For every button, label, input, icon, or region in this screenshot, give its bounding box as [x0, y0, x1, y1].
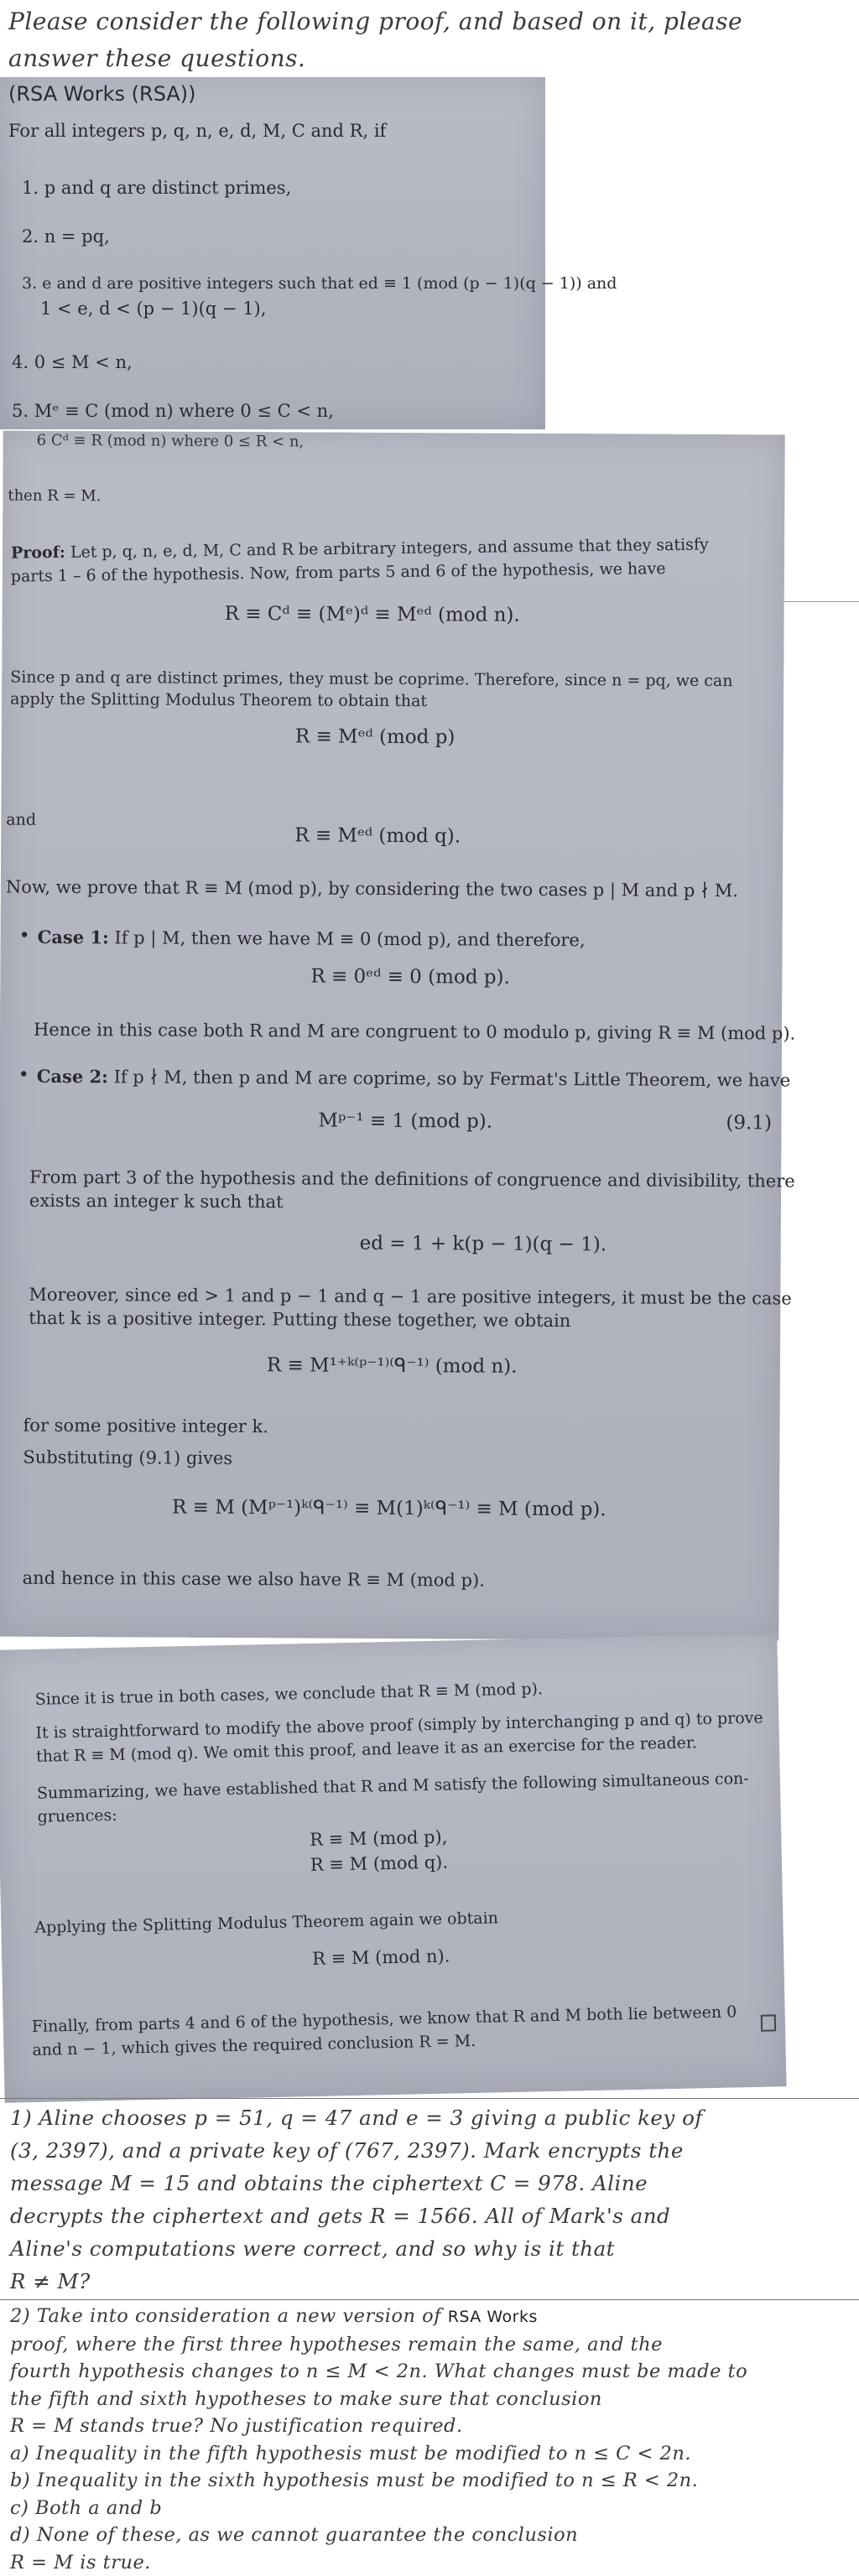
proof-line-4: apply the Splitting Modulus Theorem to obtain that	[10, 688, 427, 714]
question-2-line	[10, 2303, 853, 2331]
question-2-line: R = M stands true? No justification required.	[10, 2412, 853, 2440]
intro-text	[8, 3, 847, 77]
proof-line-2: parts 1 – 6 of the hypothesis. Now, from parts 5 and 6 of the hypothesis, we have	[11, 557, 666, 589]
question-2-line: proof, where the first three hypotheses remain the same, and the	[10, 2331, 853, 2359]
question-2	[10, 2303, 853, 2576]
option-a: a) Inequality in the fifth hypothesis must be modified to n ≤ C < 2n.	[10, 2440, 853, 2468]
option-d: d) None of these, as we cannot guarantee the conclusion	[10, 2521, 853, 2549]
proof2-line-2: It is straightforward to modify the above proof (simply by interchanging p and q) to prove	[35, 1706, 763, 1745]
proof-equation-1: R ≡ Cᵈ ≡ (Mᵉ)ᵈ ≡ Mᵉᵈ (mod n).	[225, 603, 520, 626]
rsa-works-label: RSA Works	[448, 2308, 538, 2326]
proof-equation-2: R ≡ Mᵉᵈ (mod p)	[295, 725, 456, 748]
proof-line-8: Moreover, since ed > 1 and p − 1 and q − 1 are positive integers, it must be the case	[29, 1283, 791, 1311]
proof-equation-4: R ≡ 0ᵉᵈ ≡ 0 (mod p).	[310, 965, 510, 988]
question-1-line: message M = 15 and obtains the ciphertext C = 978. Aline	[10, 2167, 853, 2199]
proof-equation-7: R ≡ M¹⁺ᵏ⁽ᵖ⁻¹⁾⁽ᑫ⁻¹⁾ (mod n).	[267, 1354, 518, 1378]
case-2-label: Case 2:	[37, 1066, 108, 1087]
case-2-line	[37, 1065, 791, 1093]
proof-equation-6: ed = 1 + k(p − 1)(q − 1).	[360, 1233, 607, 1256]
intro-line: answer these questions.	[8, 40, 847, 77]
question-2-intro: 2) Take into consideration a new version of	[10, 2305, 441, 2327]
proof-and: and	[6, 808, 36, 832]
hypothesis-3: 3. e and d are positive integers such that ed ≡ 1 (mod (p − 1)(q − 1)) and	[22, 272, 617, 295]
question-1-line: Aline's computations were correct, and so why is it that	[10, 2232, 853, 2265]
hypothesis-2: 2. n = pq,	[22, 225, 110, 248]
proof-equation-5: Mᵖ⁻¹ ≡ 1 (mod p).	[318, 1110, 492, 1133]
equation-number: (9.1)	[726, 1112, 772, 1134]
proof-equation-3: R ≡ Mᵉᵈ (mod q).	[294, 824, 461, 847]
question-2-border	[0, 2299, 859, 2300]
question-1-line: (3, 2397), and a private key of (767, 2397). Mark encrypts the	[10, 2134, 853, 2167]
proof-label: Proof:	[11, 543, 65, 563]
proof-line-12: and hence in this case we also have R ≡ M (mod p).	[23, 1566, 485, 1592]
hypothesis-6: 6 Cᵈ ≡ R (mod n) where 0 ≤ R < n,	[37, 429, 305, 454]
proof-line-6: From part 3 of the hypothesis and the definitions of congruence and divisibility, there	[29, 1166, 795, 1193]
proof-line-10: for some positive integer k.	[23, 1414, 268, 1439]
proof2-line-4: Summarizing, we have established that R and M satisfy the following simultaneous con-	[37, 1767, 749, 1805]
proof-line-9: that k is a positive integer. Putting these together, we obtain	[29, 1306, 570, 1332]
proof-line-5: Now, we prove that R ≡ M (mod p), by considering the two cases p | M and p ∤ M.	[6, 875, 738, 903]
proof-photo	[0, 431, 785, 1641]
option-c: c) Both a and b	[10, 2495, 853, 2522]
question-1	[10, 2101, 853, 2298]
proof2-line-6: Applying the Splitting Modulus Theorem again we obtain	[34, 1906, 498, 1940]
intro-line: Please consider the following proof, and based on it, please	[8, 3, 847, 40]
question-2-line: fourth hypothesis changes to n ≤ M < 2n. What changes must be made to	[10, 2358, 853, 2386]
case-1-conclusion: Hence in this case both R and M are congruent to 0 modulo p, giving R ≡ M (mod p).	[34, 1018, 795, 1046]
option-b: b) Inequality in the sixth hypothesis must be modified to n ≤ R < 2n.	[10, 2467, 853, 2495]
hypothesis-3-cont: 1 < e, d < (p − 1)(q − 1),	[40, 297, 266, 320]
proof2-equation-2: R ≡ M (mod q).	[310, 1852, 449, 1875]
proof2-equation-3: R ≡ M (mod n).	[312, 1946, 450, 1969]
hypothesis-5: 5. Mᵉ ≡ C (mod n) where 0 ≤ C < n,	[12, 399, 334, 423]
bullet-icon: •	[19, 926, 30, 947]
theorem-for-all: For all integers p, q, n, e, d, M, C and R, if	[8, 119, 386, 143]
question-2-line: the fifth and sixth hypotheses to make sure that conclusion	[10, 2386, 853, 2413]
proof-line-1: Let p, q, n, e, d, M, C and R be arbitrary integers, and assume that they satisfy	[65, 535, 709, 561]
proof-equation-8: R ≡ M (Mᵖ⁻¹)ᵏ⁽ᑫ⁻¹⁾ ≡ M(1)ᵏ⁽ᑫ⁻¹⁾ ≡ M (mod p).	[172, 1497, 607, 1521]
proof2-line-1: Since it is true in both cases, we conclude that R ≡ M (mod p).	[34, 1677, 543, 1711]
question-1-line: R ≠ M?	[10, 2265, 853, 2298]
proof2-equation-1: R ≡ M (mod p),	[310, 1827, 448, 1850]
hypothesis-4: 4. 0 ≤ M < n,	[12, 351, 133, 374]
case-1-text: If p | M, then we have M ≡ 0 (mod p), and therefore,	[109, 927, 586, 950]
theorem-then: then R = M.	[8, 485, 101, 509]
case-1-label: Case 1:	[38, 927, 109, 948]
hypothesis-1: 1. p and q are distinct primes,	[22, 176, 291, 200]
proof2-line-7: Finally, from parts 4 and 6 of the hypothesis, we know that R and M both lie between 0	[32, 2000, 737, 2038]
proof-line-7: exists an integer k such that	[29, 1189, 284, 1214]
question-1-line: 1) Aline chooses p = 51, q = 47 and e = 3 giving a public key of	[10, 2101, 853, 2134]
theorem-photo	[0, 77, 545, 429]
case-2-text: If p ∤ M, then p and M are coprime, so by Fermat's Little Theorem, we have	[108, 1067, 790, 1090]
question-1-border	[0, 2098, 859, 2099]
divider-line	[784, 601, 859, 602]
question-1-line: decrypts the ciphertext and gets R = 1566. All of Mark's and	[10, 2199, 853, 2232]
proof-continuation-photo	[0, 1633, 787, 2102]
proof2-line-3: that R ≡ M (mod q). We omit this proof, and leave it as an exercise for the reader.	[36, 1731, 697, 1768]
theorem-title: (RSA Works (RSA))	[8, 82, 196, 106]
proof2-line-8: and n − 1, which gives the required conclusion R = M.	[32, 2029, 476, 2062]
bullet-icon: •	[18, 1065, 29, 1086]
qed-square-icon	[761, 2014, 776, 2031]
case-1-line	[38, 926, 586, 952]
option-d-cont: R = M is true.	[10, 2549, 853, 2576]
proof2-line-5: gruences:	[37, 1804, 117, 1829]
proof-line-3: Since p and q are distinct primes, they must be coprime. Therefore, since n = pq, we can	[10, 666, 732, 693]
proof-line-11: Substituting (9.1) gives	[23, 1446, 232, 1470]
